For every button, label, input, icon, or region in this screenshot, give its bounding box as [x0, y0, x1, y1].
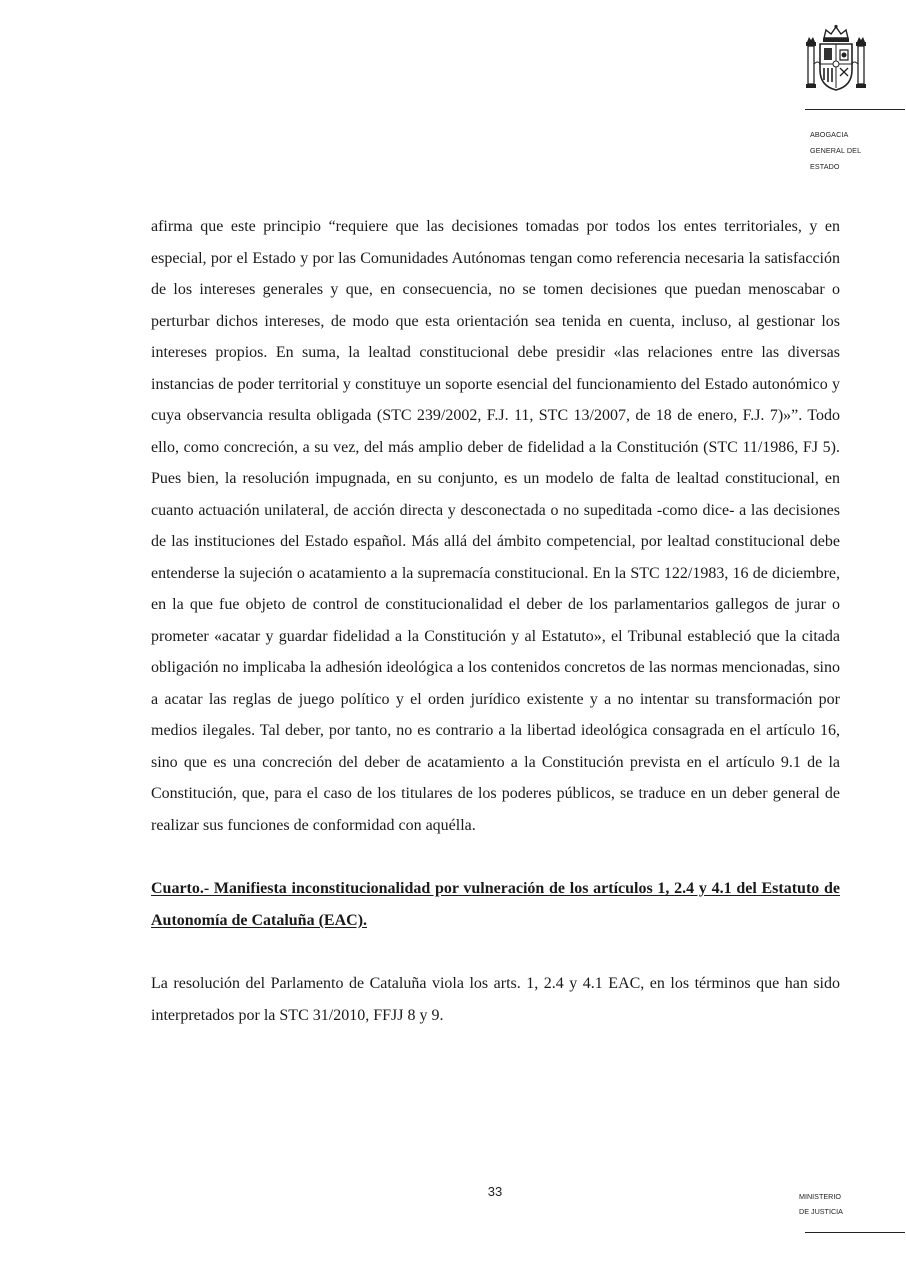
spain-coat-of-arms-icon: [804, 24, 868, 94]
agency-line: ABOGACIA: [810, 130, 849, 139]
agency-line: ESTADO: [810, 162, 840, 171]
ministry-line: MINISTERIO: [799, 1192, 841, 1201]
body-paragraph: La resolución del Parlamento de Cataluña viola los arts. 1, 2.4 y 4.1 EAC, en los términos que han sido interpretados por la STC 31/2010, FFJJ 8 y 9.: [151, 975, 840, 1024]
agency-line: GENERAL DEL: [810, 146, 862, 155]
footer-divider: [805, 1232, 905, 1233]
ministry-name: [799, 1189, 843, 1219]
section-heading: Cuarto.- Manifiesta inconstitucionalidad por vulneración de los artículos 1, 2.4 y 4.1 del Estatuto de Autonomía de Cataluña (EAC).: [151, 880, 840, 929]
header-divider: [805, 109, 905, 110]
document-body: [151, 211, 840, 1031]
body-paragraph: afirma que este principio “requiere que las decisiones tomadas por todos los entes territoriales, y en especial, por el Estado y por las Comunidades Autónomas tengan como referencia necesaria la satisfacción de los intereses generales y que, en consecuencia, no se tomen decisiones que puedan menoscabar o perturbar dichos intereses, de modo que esta orientación sea tenida en cuenta, incluso, al gestionar los intereses propios. En suma, la lealtad constitucional debe presidir «las relaciones entre las diversas instancias de poder territorial y constituye un soporte esencial del funcionamiento del Estado autonómico y cuya observancia resulta obligada (STC 239/2002, F.J. 11, STC 13/2007, de 18 de enero, F.J. 7)»”. Todo ello, como concreción, a su vez, del más amplio deber de fidelidad a la Constitución (STC 11/1986, FJ 5). Pues bien, la resolución impugnada, en su conjunto, es un modelo de falta de lealtad constitucional, en cuanto actuación unilateral, de acción directa y desconectada o no supeditada -como dice- a las decisiones de las instituciones del Estado español. Más allá del ámbito competencial, por lealtad constitucional debe entenderse la sujeción o acatamiento a la supremacía constitucional. En la STC 122/1983, 16 de diciembre, en la que fue objeto de control de constitucionalidad el deber de los parlamentarios gallegos de jurar o prometer «acatar y guardar fidelidad a la Constitución y al Estatuto», el Tribunal estableció que la citada obligación no implicaba la adhesión ideológica a los contenidos concretos de las normas mencionadas, sino a acatar las reglas de juego político y el orden jurídico existente y a no intentar su transformación por medios ilegales. Tal deber, por tanto, no es contrario a la libertad ideológica consagrada en el artículo 16, sino que es una concreción del deber de acatamiento a la Constitución prevista en el artículo 9.1 de la Constitución, que, para el caso de los titulares de los poderes públicos, se traduce en un deber general de realizar sus funciones de conformidad con aquélla.: [151, 218, 840, 834]
agency-name: [810, 127, 861, 175]
ministry-line: DE JUSTICIA: [799, 1207, 843, 1216]
page-number: 33: [487, 1184, 503, 1199]
